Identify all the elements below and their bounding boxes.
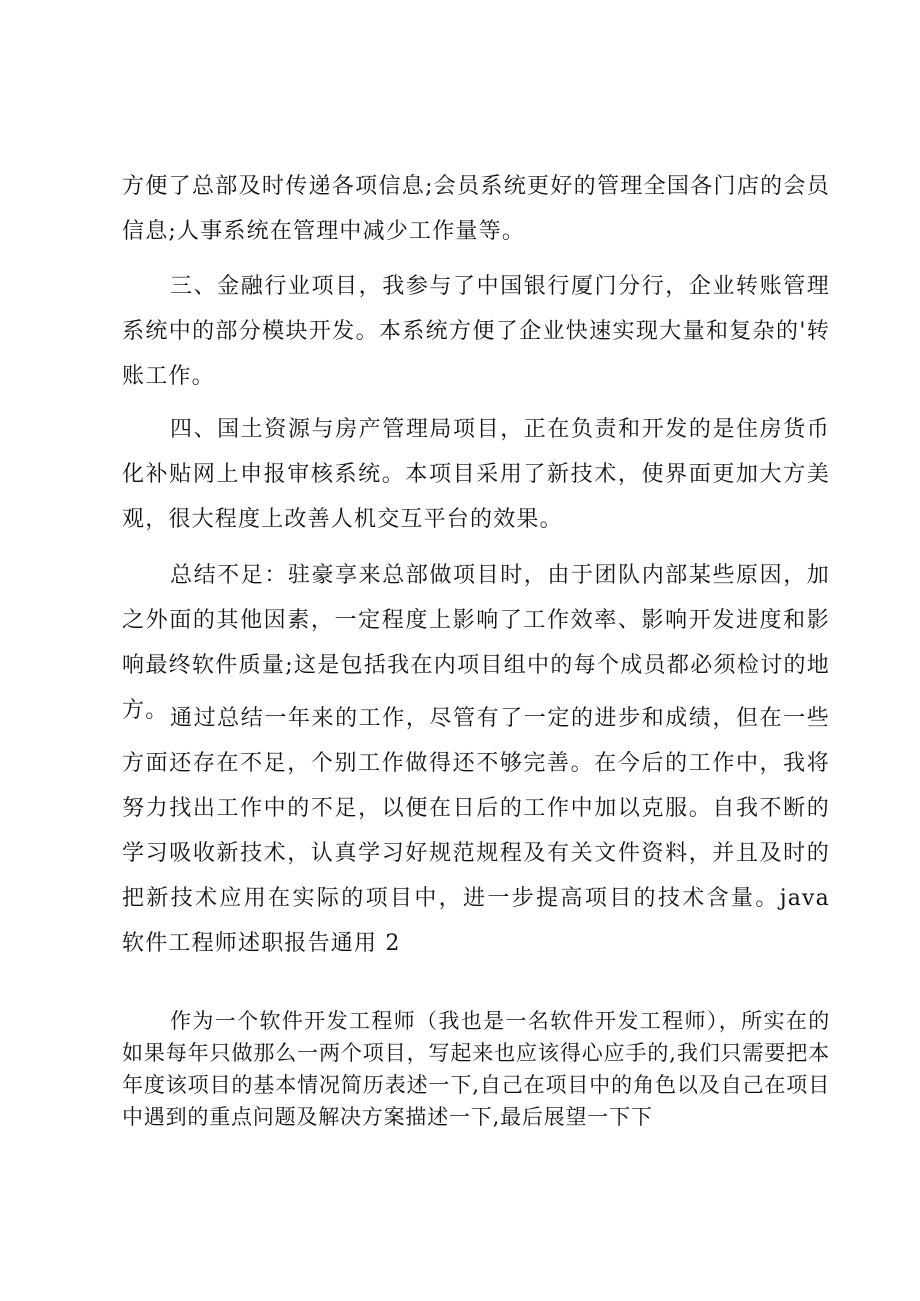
paragraph-report-2-intro: 作为一个软件开发工程师（我也是一名软件开发工程师），所实在的如果每年只做那么一两个项目，写起来也应该得心应手的,我们只需要把本年度该项目的基本情况简历表述一下,自己在项目中的角色以及自己在项目中遇到的重点问题及解决方案描述一下,最后展望一下下 [122,1009,830,1129]
paragraph-shortcomings: 总结不足：驻豪享来总部做项目时，由于团队内部某些原因，加之外面的其他因素，一定程度上影响了工作效率、影响开发进度和影响最终软件质量;这是包括我在内项目组中的每个成员都必须检讨的地方。 [122,563,830,723]
paragraph-summary: 通过总结一年来的工作，尽管有了一定的进步和成绩，但在一些方面还存在不足，个别工作做得还不够完善。在今后的工作中，我将努力找出工作中的不足，以便在日后的工作中加以克服。自我不断的学习吸收新技术，认真学习好规范规程及有关文件资料，并且及时的把新技术应用在实际的项目中，进一步提高项目的技术含量。java 软件工程师述职报告通用 2 [122,706,830,956]
paragraph-continuation: 方便了总部及时传递各项信息;会员系统更好的管理全国各门店的会员信息;人事系统在管理中减少工作量等。 [122,174,830,244]
paragraph-finance-project: 三、金融行业项目，我参与了中国银行厦门分行，企业转账管理系统中的部分模块开发。本系统方便了企业快速实现大量和复杂的'转账工作。 [122,274,830,389]
paragraph-land-resources-project: 四、国土资源与房产管理局项目，正在负责和开发的是住房货币化补贴网上申报审核系统。本项目采用了新技术，使界面更加大方美观，很大程度上改善人机交互平台的效果。 [122,417,830,532]
